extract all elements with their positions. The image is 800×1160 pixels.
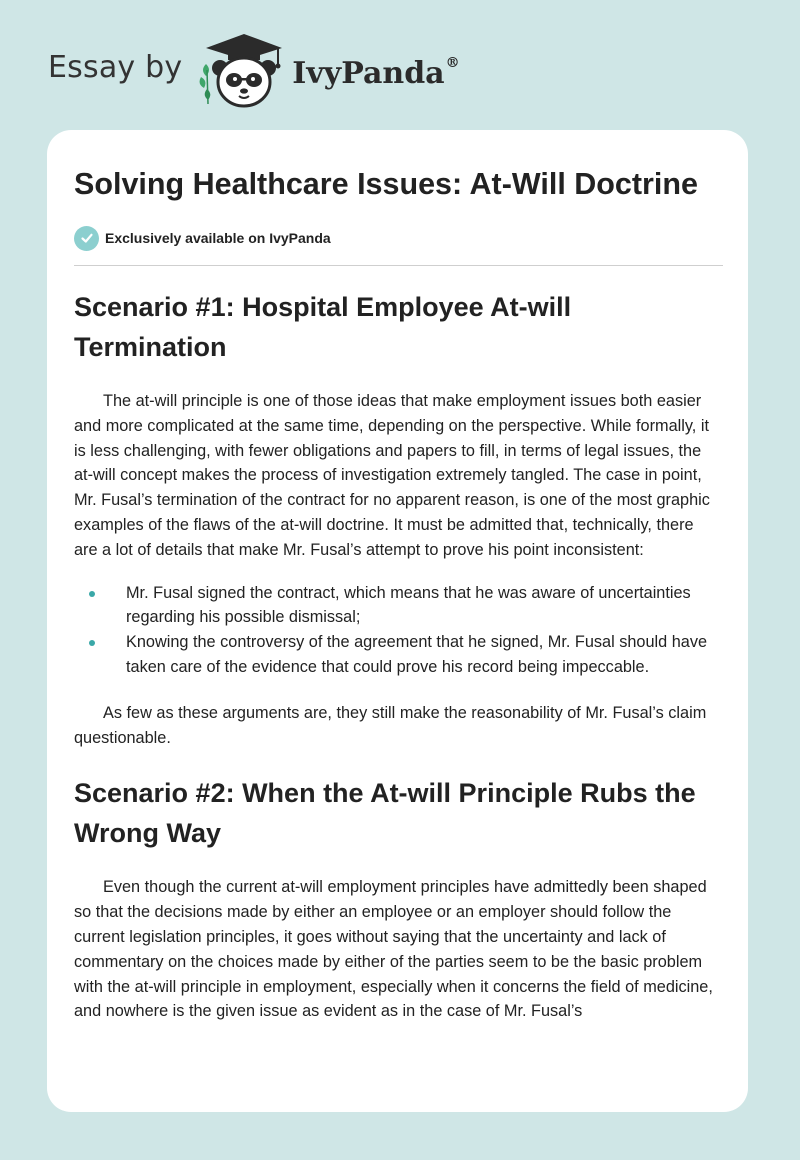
- list-item-text: Knowing the controversy of the agreement that he signed, Mr. Fusal should have taken care of the evidence that could prove his record being impeccable.: [126, 633, 708, 676]
- essay-by-label: Essay by: [48, 49, 183, 85]
- bullet-icon: [89, 591, 95, 597]
- brand-name[interactable]: IvyPanda®: [292, 55, 460, 91]
- check-circle-icon: [74, 226, 99, 251]
- exclusive-badge: [74, 224, 721, 252]
- panda-graduate-icon[interactable]: [198, 30, 290, 110]
- badge-label: Exclusively available on IvyPanda: [105, 230, 331, 246]
- list-item: [74, 630, 721, 680]
- paragraph: Even though the current at-will employment principles have admittedly been shaped so that the decisions made by either an employee or an employer should follow the current legislation principles, it goes without saying that the uncertainty and lack of commentary on the choices made by either of the parties seem to be the basic problem with the at-will principle in employment, especially when it concerns the field of medicine, and nowhere is the given issue as evident as in the case of Mr. Fusal’s: [74, 878, 713, 1021]
- list-item-text: Mr. Fusal signed the contract, which means that he was aware of uncertainties regarding his possible dismissal;: [126, 583, 691, 627]
- paragraph: The at-will principle is one of those ideas that make employment issues both easier and more complicated at the same time, depending on the perspective. While formally, it is less challenging, with fewer obligations and papers to fill, in terms of legal issues, the at-will concept makes the process of investigation extremely tangled. The case in point, Mr. Fusal’s termination of the contract for no apparent reason, is one of the most graphic examples of the flaws of the at-will doctrine. It must be admitted that, technically, there are a lot of details that make Mr. Fusal’s attempt to prove his point inconsistent:: [74, 392, 710, 559]
- site-header: [48, 30, 508, 110]
- section-heading: Scenario #2: When the At-will Principle Rubs the Wrong Way: [74, 778, 696, 849]
- page-title: Solving Healthcare Issues: At-Will Doctrine: [74, 167, 698, 201]
- essay-card: [47, 130, 748, 1112]
- section-heading: Scenario #1: Hospital Employee At-will Termination: [74, 292, 572, 362]
- bullet-icon: [89, 640, 95, 646]
- divider: [74, 265, 723, 266]
- paragraph: As few as these arguments are, they still make the reasonability of Mr. Fusal’s claim questionable.: [74, 703, 707, 747]
- list-item: [74, 581, 721, 631]
- registered-mark: ®: [445, 55, 460, 71]
- bullet-list: [74, 581, 721, 680]
